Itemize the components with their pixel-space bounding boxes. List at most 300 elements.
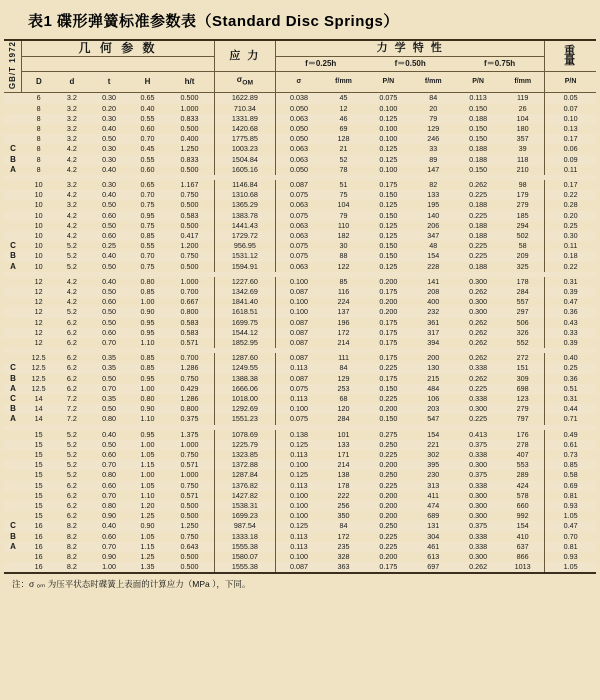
cell-s: 1018.00 <box>214 394 276 404</box>
cell-D: 12 <box>34 317 43 327</box>
cell-w: 1.05 <box>563 511 578 521</box>
cell-p3: 123 <box>501 394 545 404</box>
cell-D: 12 <box>34 276 43 286</box>
cell-p2: 195 <box>427 200 440 210</box>
cell-p2: 140 <box>427 210 440 220</box>
table-row <box>4 430 596 440</box>
cell-w: 0.10 <box>563 113 578 123</box>
cell-d: 8.2 <box>66 541 77 551</box>
cell-s: 1729.72 <box>214 231 276 241</box>
table-row <box>4 144 596 154</box>
col-f2: P/N <box>365 72 411 93</box>
cell-lead <box>4 134 22 144</box>
cell-d: 4.2 <box>66 190 77 200</box>
table-row <box>4 501 596 511</box>
cell-d: 4.2 <box>66 154 77 164</box>
cell-lead: B <box>10 404 16 414</box>
cell-ht: 1.286 <box>165 363 214 373</box>
cell-s: 1555.38 <box>214 562 276 572</box>
cell-f2: 0.200 <box>379 460 398 470</box>
cell-ht: 0.643 <box>165 542 214 552</box>
cell-D: 10 <box>34 241 43 251</box>
cell-t: 0.40 <box>102 276 117 286</box>
cell-lead <box>4 231 22 241</box>
cell-p1: 116 <box>337 287 350 296</box>
cell-f2: 0.200 <box>379 307 398 317</box>
cell-d: 5.2 <box>66 460 77 470</box>
cell-p3: 151 <box>501 363 545 373</box>
cell-w: 1.05 <box>563 562 578 572</box>
cell-s: 1555.38 <box>214 542 276 552</box>
cell-d: 7.2 <box>66 404 77 414</box>
cell-lead <box>4 211 22 221</box>
cell-D: 10 <box>34 251 43 261</box>
cell-f1: 0.113 <box>290 541 308 551</box>
cell-f3: 0.262 <box>469 338 488 348</box>
cell-lead <box>4 114 22 124</box>
cell-H: 0.80 <box>140 276 155 286</box>
cell-p1: 110 <box>337 220 350 230</box>
cell-ht: 0.571 <box>165 491 214 501</box>
cell-p3: 104 <box>501 114 545 124</box>
cell-H: 0.75 <box>140 200 155 210</box>
cell-f2: 0.150 <box>379 210 398 220</box>
cell-D: 8 <box>36 113 41 123</box>
cell-lead <box>4 93 22 104</box>
cell-p2: 474 <box>427 501 440 511</box>
cell-t: 0.70 <box>102 383 117 393</box>
cell-lead: A <box>10 261 16 271</box>
cell-lead: A <box>10 164 16 174</box>
cell-f1: 0.087 <box>289 353 308 363</box>
cell-f3: 0.338 <box>469 541 488 551</box>
cell-p1: 12 <box>339 103 348 113</box>
cell-H: 1.10 <box>140 338 155 348</box>
table-row <box>4 93 596 104</box>
cell-d: 6.2 <box>66 501 77 511</box>
cell-p3: 118 <box>501 155 545 165</box>
cell-p2: 82 <box>429 179 438 189</box>
cell-f2: 0.250 <box>379 521 398 531</box>
cell-f2: 0.250 <box>379 470 398 480</box>
cell-D: 8 <box>36 154 41 164</box>
cell-p3: 119 <box>501 93 545 104</box>
table-row <box>4 521 596 531</box>
table-row <box>4 470 596 480</box>
cell-f3: 0.300 <box>469 501 488 511</box>
cell-w: 0.70 <box>563 531 578 541</box>
cell-f1: 0.113 <box>290 394 308 404</box>
cell-D: 16 <box>34 541 43 551</box>
cell-t: 0.50 <box>102 200 117 210</box>
cell-w: 0.40 <box>563 353 578 363</box>
cell-H: 0.55 <box>140 113 155 123</box>
cell-p3: 180 <box>501 124 545 134</box>
cell-d: 8.2 <box>66 552 77 562</box>
cell-p2: 33 <box>429 144 438 154</box>
cell-p1: 88 <box>339 251 348 261</box>
cell-p3: 185 <box>501 211 545 221</box>
cell-f2: 0.150 <box>379 251 398 261</box>
cell-f1: 0.100 <box>289 552 308 562</box>
table-row <box>4 440 596 450</box>
cell-t: 0.50 <box>102 404 117 414</box>
cell-p2: 215 <box>427 373 440 383</box>
cell-f1: 0.075 <box>289 251 308 261</box>
cell-t: 0.35 <box>102 394 117 404</box>
cell-w: 0.06 <box>563 144 578 154</box>
cell-ht: 1.000 <box>165 470 214 480</box>
cell-s: 1605.16 <box>214 165 276 175</box>
cell-lead <box>4 190 22 200</box>
cell-d: 4.2 <box>66 297 77 307</box>
cell-f2: 0.275 <box>379 429 398 439</box>
cell-d: 6.2 <box>66 338 77 348</box>
col-P3: f/mm <box>501 72 545 93</box>
cell-lead <box>4 491 22 501</box>
cell-p3: 992 <box>501 511 545 521</box>
cell-H: 0.75 <box>140 261 155 271</box>
table-row <box>4 532 596 542</box>
cell-d: 5.2 <box>66 439 77 449</box>
cell-w: 0.11 <box>563 241 578 251</box>
cell-p2: 230 <box>427 470 440 480</box>
cell-t: 0.50 <box>102 261 117 271</box>
cell-p2: 48 <box>429 241 438 251</box>
cell-p2: 228 <box>427 261 440 271</box>
cell-s: 1388.38 <box>214 374 276 384</box>
cell-d: 6.2 <box>66 317 77 327</box>
cell-w: 0.17 <box>563 134 578 144</box>
cell-s: 1504.84 <box>214 155 276 165</box>
cell-p1: 68 <box>339 394 348 404</box>
cell-f2: 0.175 <box>379 562 398 572</box>
table-row <box>4 328 596 338</box>
cell-d: 7.2 <box>66 414 77 424</box>
cell-s: 1323.85 <box>214 450 276 460</box>
cell-H: 0.90 <box>140 307 155 317</box>
col-H: H <box>130 72 166 93</box>
cell-f3: 0.262 <box>469 327 488 337</box>
cell-H: 1.10 <box>140 414 155 424</box>
cell-d: 3.2 <box>66 103 77 113</box>
cell-p3: 326 <box>501 328 545 338</box>
table-note: 注：σ ₀ₘ 为压平状态时碟簧上表面的计算应力（MPa ），下同。 <box>4 573 596 591</box>
cell-t: 0.60 <box>102 450 117 460</box>
cell-t: 0.60 <box>102 531 117 541</box>
cell-f2: 0.200 <box>379 276 398 286</box>
cell-w: 0.31 <box>563 276 578 286</box>
cell-p3: 284 <box>501 287 545 297</box>
cell-d: 6.2 <box>66 480 77 490</box>
cell-f3: 0.300 <box>469 276 488 286</box>
cell-p2: 84 <box>429 93 438 103</box>
col-t: t <box>89 72 130 93</box>
cell-f1: 0.125 <box>289 439 308 449</box>
cell-p2: 400 <box>427 297 440 307</box>
cell-D: 10 <box>34 230 43 240</box>
cell-f1: 0.087 <box>289 373 308 383</box>
cell-lead <box>4 277 22 287</box>
table-header <box>4 41 596 93</box>
cell-H: 1.15 <box>140 460 155 470</box>
cell-w: 0.20 <box>563 210 578 220</box>
cell-w: 0.36 <box>563 373 578 383</box>
cell-ht: 0.500 <box>165 501 214 511</box>
header-row-columns <box>4 72 596 93</box>
col-P2: f/mm <box>411 72 455 93</box>
cell-w: 0.93 <box>563 501 578 511</box>
cell-lead <box>4 124 22 134</box>
cell-t: 0.60 <box>102 210 117 220</box>
cell-t: 0.30 <box>102 113 117 123</box>
cell-H: 0.90 <box>140 404 155 414</box>
table-row <box>4 262 596 272</box>
cell-f2: 0.225 <box>379 363 398 373</box>
cell-f2: 0.175 <box>379 179 398 189</box>
cell-D: 15 <box>34 429 43 439</box>
cell-t: 0.70 <box>102 338 117 348</box>
cell-lead <box>4 552 22 562</box>
cell-f3: 0.338 <box>469 531 488 541</box>
cell-ht: 0.583 <box>165 318 214 328</box>
cell-f2: 0.175 <box>379 373 398 383</box>
cell-f1: 0.063 <box>289 261 308 271</box>
cell-d: 6.2 <box>66 490 77 500</box>
cell-p3: 424 <box>501 481 545 491</box>
cell-D: 16 <box>34 552 43 562</box>
cell-f1: 0.075 <box>289 241 308 251</box>
cell-f2: 0.125 <box>379 261 398 271</box>
cell-d: 3.2 <box>66 123 77 133</box>
cell-w: 0.49 <box>563 429 578 439</box>
cell-s: 1342.69 <box>214 287 276 297</box>
cell-s: 1333.18 <box>214 532 276 542</box>
cell-d: 5.2 <box>66 470 77 480</box>
cell-ht: 0.667 <box>165 297 214 307</box>
cell-D: 8 <box>36 103 41 113</box>
cell-ht: 0.500 <box>165 221 214 231</box>
cell-ht: 0.417 <box>165 231 214 241</box>
cell-p3: 866 <box>501 552 545 562</box>
cell-p2: 411 <box>427 490 439 500</box>
cell-H: 1.35 <box>140 562 155 572</box>
cell-D: 15 <box>34 480 43 490</box>
cell-f2: 0.175 <box>379 353 398 363</box>
cell-lead: C <box>10 394 16 404</box>
cell-H: 0.95 <box>140 373 155 383</box>
table-row <box>4 394 596 404</box>
cell-p3: 506 <box>501 318 545 328</box>
cell-p1: 328 <box>337 552 350 562</box>
cell-f3: 0.150 <box>469 123 488 133</box>
cell-p3: 278 <box>501 440 545 450</box>
cell-f2: 0.250 <box>379 439 398 449</box>
cell-H: 1.00 <box>140 383 155 393</box>
cell-d: 5.2 <box>66 251 77 261</box>
header-mechanics: 力 学 特 性 <box>276 41 545 56</box>
cell-t: 0.90 <box>102 552 117 562</box>
cell-d: 5.2 <box>66 429 77 439</box>
cell-f2: 0.150 <box>379 190 398 200</box>
cell-D: 12 <box>34 327 43 337</box>
cell-w: 0.81 <box>563 541 578 551</box>
cell-t: 0.40 <box>102 251 117 261</box>
cell-lead <box>4 460 22 470</box>
cell-p2: 317 <box>427 327 440 337</box>
cell-t: 0.60 <box>102 480 117 490</box>
cell-H: 0.95 <box>140 317 155 327</box>
cell-d: 6.2 <box>66 327 77 337</box>
cell-lead <box>4 353 22 363</box>
cell-f1: 0.063 <box>289 144 308 154</box>
cell-t: 0.50 <box>102 287 117 296</box>
cell-f1: 0.050 <box>289 134 308 144</box>
cell-f3: 0.262 <box>469 373 488 383</box>
table-row <box>4 460 596 470</box>
cell-H: 1.10 <box>140 490 155 500</box>
cell-p2: 154 <box>427 429 440 439</box>
cell-f3: 0.150 <box>469 164 488 174</box>
cell-p3: 557 <box>501 297 545 307</box>
cell-ht: 0.571 <box>165 460 214 470</box>
cell-p1: 214 <box>337 460 350 470</box>
cell-H: 1.25 <box>140 511 155 521</box>
cell-d: 4.2 <box>66 230 77 240</box>
cell-ht: 0.500 <box>165 262 214 272</box>
cell-f1: 0.075 <box>289 190 308 200</box>
cell-ht: 0.583 <box>165 328 214 338</box>
cell-f1: 0.100 <box>289 460 308 470</box>
cell-f3: 0.113 <box>469 93 487 103</box>
cell-f1: 0.100 <box>289 297 308 307</box>
cell-p1: 101 <box>337 429 350 439</box>
table-row <box>4 318 596 328</box>
cell-f1: 0.063 <box>289 230 308 240</box>
cell-lead <box>4 440 22 450</box>
cell-f1: 0.125 <box>289 521 308 531</box>
cell-t: 0.40 <box>102 190 117 200</box>
cell-w: 0.58 <box>563 470 578 480</box>
cell-f2: 0.200 <box>379 297 398 307</box>
cell-p2: 361 <box>427 317 440 327</box>
cell-ht: 1.000 <box>165 440 214 450</box>
cell-p2: 129 <box>427 123 440 133</box>
cell-f2: 0.225 <box>379 394 398 404</box>
cell-f3: 0.225 <box>469 251 488 261</box>
table-row <box>4 200 596 210</box>
col-d: d <box>55 72 88 93</box>
cell-p1: 75 <box>339 190 348 200</box>
cell-p3: 357 <box>501 134 545 144</box>
cell-s: 1538.31 <box>214 501 276 511</box>
cell-f1: 0.087 <box>289 338 308 348</box>
cell-w: 0.39 <box>563 287 578 296</box>
table-row <box>4 134 596 144</box>
cell-f3: 0.375 <box>469 439 488 449</box>
cell-D: 12 <box>34 338 43 348</box>
cell-ht: 0.500 <box>165 562 214 572</box>
cell-ht: 1.250 <box>165 144 214 154</box>
cell-p3: 410 <box>501 532 545 542</box>
cell-lead <box>4 562 22 572</box>
col-f3: P/N <box>455 72 501 93</box>
cell-p2: 547 <box>427 414 440 424</box>
cell-t: 0.30 <box>102 93 117 103</box>
cell-f3: 0.338 <box>469 363 488 373</box>
cell-t: 0.40 <box>102 521 117 531</box>
cell-ht: 0.750 <box>165 190 214 200</box>
cell-w: 0.47 <box>563 297 578 307</box>
cell-p2: 302 <box>427 450 440 460</box>
table-row <box>4 363 596 373</box>
cell-w: 0.44 <box>563 404 578 414</box>
cell-p3: 294 <box>501 221 545 231</box>
cell-f3: 0.300 <box>469 511 488 521</box>
table-row <box>4 190 596 200</box>
cell-f2: 0.225 <box>379 480 398 490</box>
cell-D: 12 <box>34 297 43 307</box>
cell-f2: 0.175 <box>379 287 398 296</box>
cell-D: 10 <box>34 220 43 230</box>
cell-s: 1225.79 <box>214 440 276 450</box>
cell-w: 0.71 <box>563 414 578 424</box>
cell-d: 3.2 <box>66 179 77 189</box>
cell-t: 0.50 <box>102 134 117 144</box>
cell-D: 12.5 <box>31 363 46 373</box>
cell-p3: 210 <box>501 165 545 175</box>
cell-H: 0.90 <box>140 521 155 531</box>
cell-p2: 154 <box>427 251 440 261</box>
cell-t: 0.30 <box>102 179 117 189</box>
cell-ht: 0.500 <box>165 552 214 562</box>
cell-H: 0.85 <box>140 353 155 363</box>
cell-p1: 284 <box>337 414 350 424</box>
cell-p1: 52 <box>339 154 348 164</box>
col-sigma: $\sigma_{OM}$ <box>214 72 276 93</box>
cell-D: 15 <box>34 511 43 521</box>
cell-D: 14 <box>34 394 43 404</box>
cell-f1: 0.075 <box>289 383 308 393</box>
cell-f1: 0.075 <box>289 210 308 220</box>
cell-p1: 182 <box>337 230 350 240</box>
cell-w: 0.25 <box>563 220 578 230</box>
cell-p1: 21 <box>339 144 348 154</box>
cell-f3: 0.188 <box>469 220 488 230</box>
cell-w: 0.25 <box>563 363 578 373</box>
cell-f1: 0.138 <box>289 429 308 439</box>
cell-d: 3.2 <box>66 200 77 210</box>
cell-H: 0.60 <box>140 164 155 174</box>
col-h-over-t: h/t <box>165 72 214 93</box>
cell-w: 0.22 <box>563 190 578 200</box>
cell-lead <box>4 180 22 190</box>
cell-s: 1310.68 <box>214 190 276 200</box>
cell-s: 1078.69 <box>214 430 276 440</box>
cell-f1: 0.113 <box>290 450 308 460</box>
cell-f2: 0.175 <box>379 327 398 337</box>
cell-ht: 0.750 <box>165 532 214 542</box>
cell-f2: 0.125 <box>379 113 398 123</box>
cell-p3: 578 <box>501 491 545 501</box>
cell-p3: 297 <box>501 307 545 317</box>
cell-w: 0.69 <box>563 480 578 490</box>
cell-H: 0.85 <box>140 287 155 296</box>
cell-p3: 797 <box>501 414 545 424</box>
cell-p2: 304 <box>427 531 440 541</box>
cell-t: 0.50 <box>102 307 117 317</box>
cell-H: 1.05 <box>140 480 155 490</box>
